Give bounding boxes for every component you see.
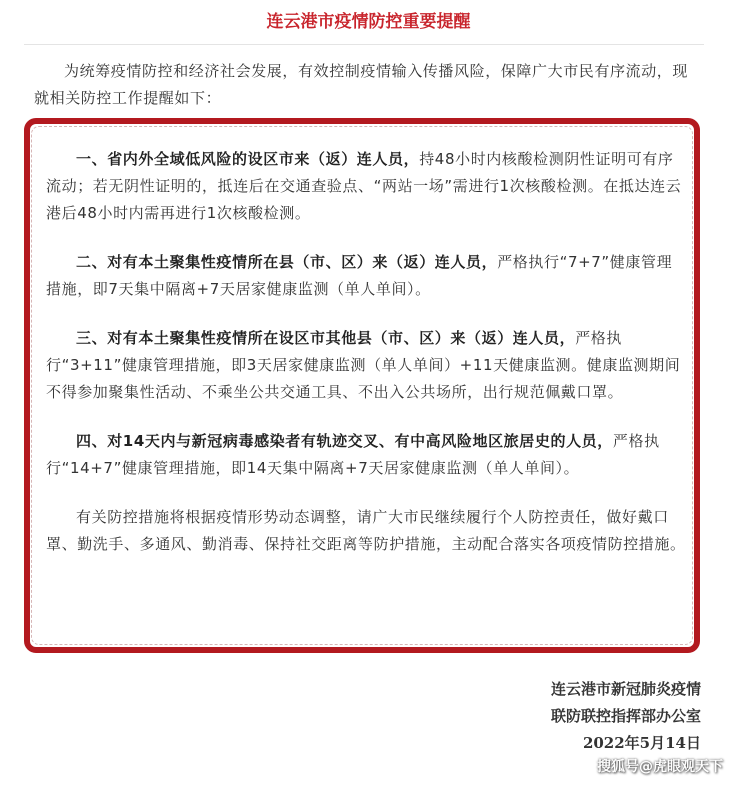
signature-org-line2: 联防联控指挥部办公室 (550, 707, 701, 725)
notice-body: 持48小时内核酸检测阴性证明可有序流动；若无阴性证明的，抵连后在交通查验点、“两站一场”需进行1次核酸检测。在抵达连云港后48小时内需再进行1次核酸检测。 (46, 150, 682, 222)
page-title: 连云港市疫情防控重要提醒 (266, 12, 471, 32)
notice-item (46, 428, 686, 482)
watermark: 搜狐号@虎眼观天下 (597, 759, 723, 775)
closing-paragraph: 有关防控措施将根据疫情形势动态调整，请广大市民继续履行个人防控责任，做好戴口罩、勤洗手、多通风、勤消毒、保持社交距离等防护措施，主动配合落实各项疫情防控措施。 (46, 508, 686, 553)
notice-content (46, 146, 686, 580)
notice-lead: 二、对有本土聚集性疫情所在县（市、区）来（返）连人员， (76, 253, 498, 271)
notice-body: 严格执行“3+11”健康管理措施，即3天居家健康监测（单人单间）+11天健康监测。健康监测期间不得参加聚集性活动、不乘坐公共交通工具、不出入公共场所，出行规范佩戴口罩。 (46, 329, 681, 401)
notice-lead: 三、对有本土聚集性疫情所在设区市其他县（市、区）来（返）连人员， (76, 329, 576, 347)
notice-lead: 一、省内外全域低风险的设区市来（返）连人员， (76, 150, 420, 168)
intro-paragraph: 为统筹疫情防控和经济社会发展，有效控制疫情输入传播风险，保障广大市民有序流动，现就相关防控工作提醒如下： (34, 62, 689, 107)
signature-org-line1: 连云港市新冠肺炎疫情 (550, 680, 701, 698)
notice-body: 严格执行“7+7”健康管理措施，即7天集中隔离+7天居家健康监测（单人单间）。 (46, 253, 673, 298)
title-divider (24, 44, 704, 45)
signature-block (551, 676, 701, 757)
signature-date: 2022年5月14日 (582, 734, 701, 752)
notice-body: 严格执行“14+7”健康管理措施，即14天集中隔离+7天居家健康监测（单人单间）。 (46, 432, 660, 477)
notice-item (46, 146, 686, 227)
notice-item (46, 249, 686, 303)
notice-lead: 四、对14天内与新冠病毒感染者有轨迹交叉、有中高风险地区旅居史的人员， (76, 432, 613, 450)
notice-item (46, 325, 686, 406)
